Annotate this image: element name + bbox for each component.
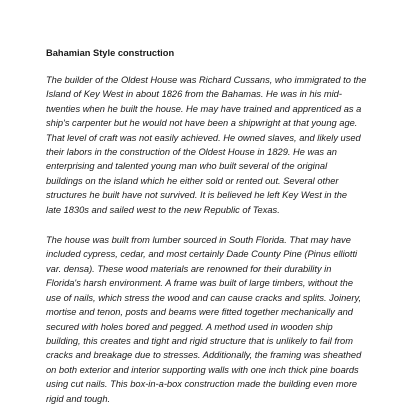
text-line: twenties when he built the house. He may have trained and apprenticed as a (46, 103, 362, 114)
text-line: ship's carpenter but he would not have been a shipwright at that young age. (46, 118, 358, 129)
text-line: mortise and tenon, posts and beams were fitted together mechanically and (46, 307, 353, 318)
text-line: use of nails, which stress the wood and can cause cracks and splits. Joinery, (46, 292, 362, 303)
text-line: building, this creates and tight and rigid structure that is unlikely to fail from (46, 335, 353, 346)
section-heading: Bahamian Style construction (46, 48, 175, 58)
text-line: cracks and breakage due to stresses. Additionally, the framing was sheathed (46, 350, 362, 361)
text-line: Florida's harsh environment. A frame was built of large timbers, without the (46, 278, 353, 289)
text-line: on both exterior and interior supporting walls with one inch thick pine boards (46, 364, 359, 375)
text-line: secured with holes bored and pegged. A method used in wooden ship (46, 321, 333, 332)
text-line: included cypress, cedar, and most certainly Dade County Pine (Pinus elliotti (46, 249, 358, 260)
text-line: structures he built have not survived. It is believed he left Key West in the (46, 190, 348, 201)
text-line: var. densa). These wood materials are renowned for their durability in (46, 263, 332, 274)
text-line: The builder of the Oldest House was Richard Cussans, who immigrated to the (46, 75, 367, 85)
text-line: That level of craft was not easily achieved. He owned slaves, and likely used (46, 132, 361, 143)
text-line: enterprising and talented young man who built several of the original (46, 161, 328, 172)
paragraph-builder-history (46, 73, 367, 217)
text-line: buildings on the island which he either sold or rented out. Several other (46, 175, 339, 186)
text-line: late 1830s and sailed west to the new Republic of Texas. (46, 204, 280, 215)
text-line: using cut nails. This box-in-a-box construction made the building even more (46, 379, 358, 390)
text-line: The house was built from lumber sourced in South Florida. That may have (46, 235, 351, 246)
text-line: Island of Key West in about 1826 from the Bahamas. He was in his mid- (46, 89, 342, 100)
text-line: their labors in the construction of the Oldest House in 1829. He was an (46, 147, 337, 158)
text-line: rigid and tough. (46, 393, 111, 404)
paragraph-construction-method (46, 233, 362, 406)
